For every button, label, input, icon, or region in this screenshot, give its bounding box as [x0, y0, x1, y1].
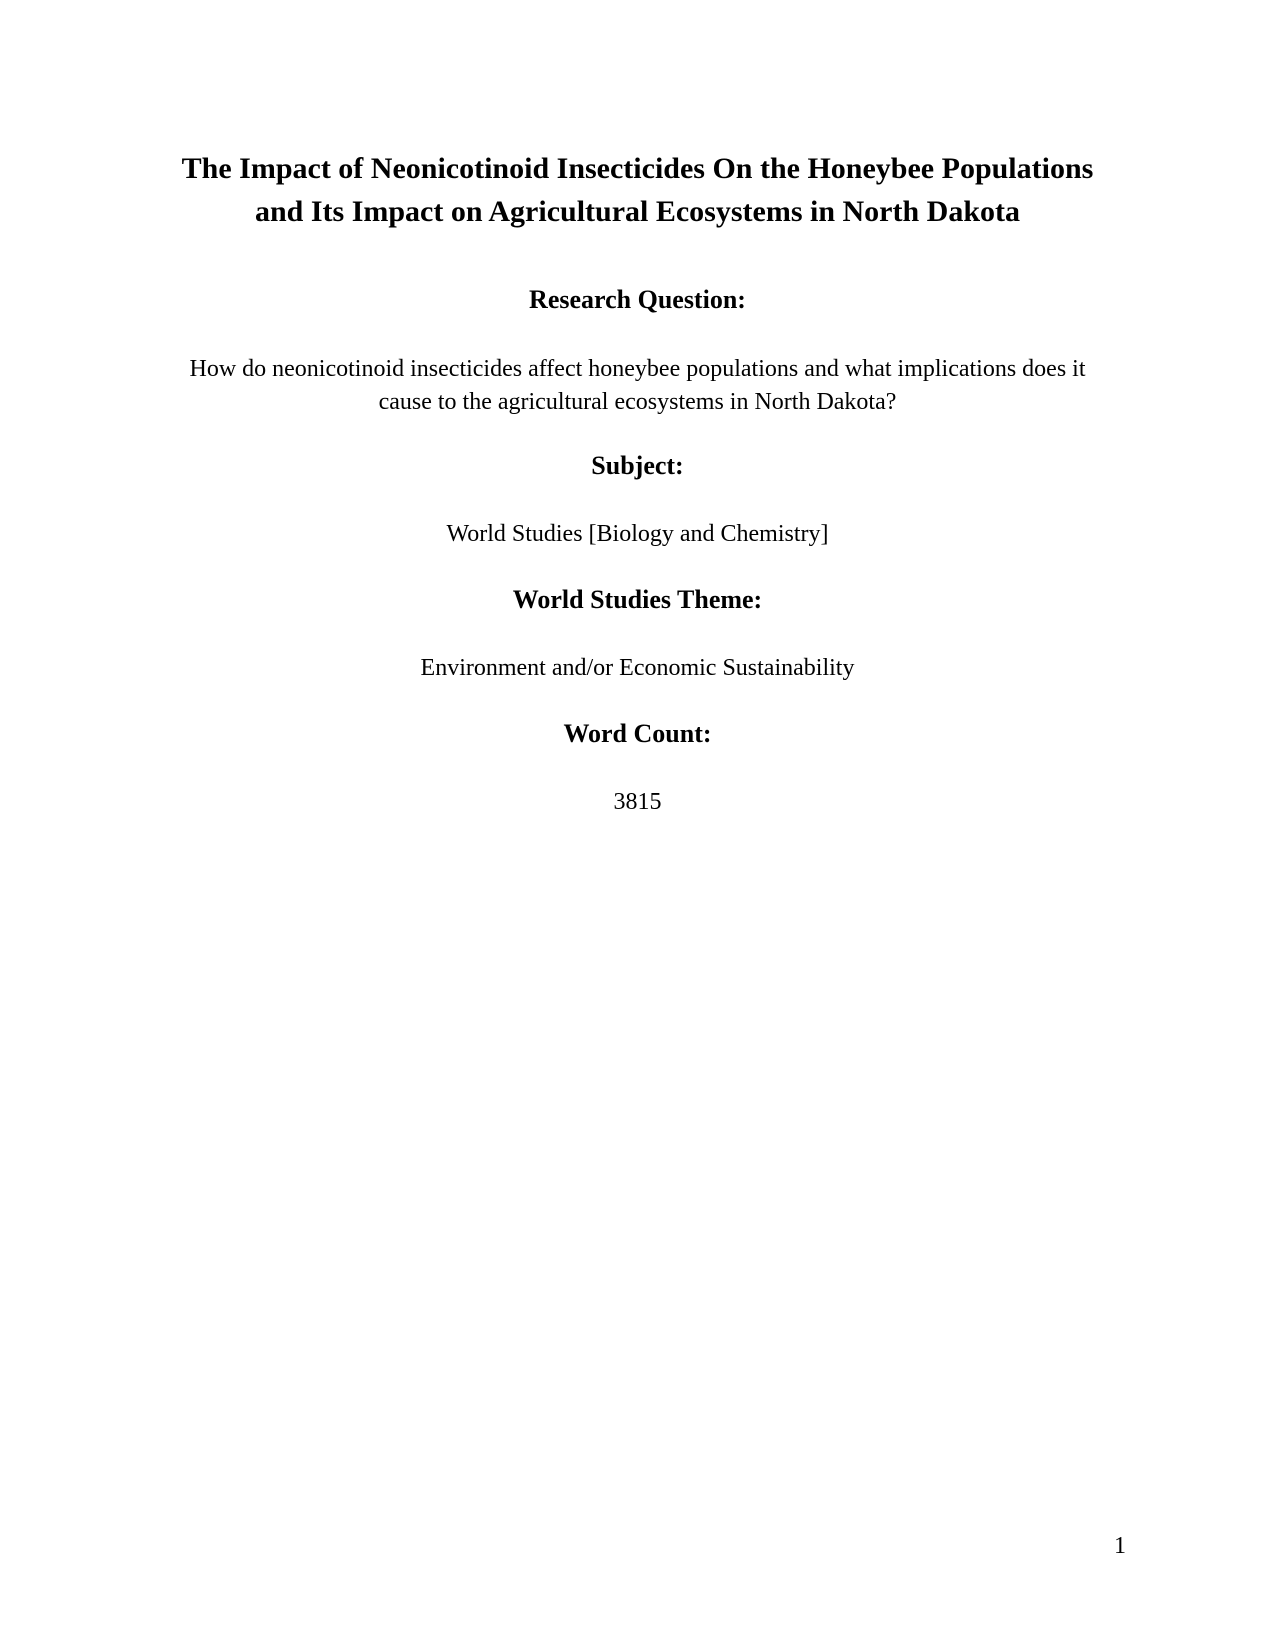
word-count-heading: Word Count: [563, 719, 712, 748]
title-line-1: The Impact of Neonicotinoid Insecticides On the Honeybee Populations [181, 152, 1094, 185]
title-line-2: and Its Impact on Agricultural Ecosystems in North Dakota [254, 195, 1021, 228]
research-question-text [130, 353, 1145, 419]
research-question-heading: Research Question: [529, 285, 746, 314]
subject-heading: Subject: [591, 451, 684, 480]
page-title [130, 147, 1145, 233]
subject-text: World Studies [Biology and Chemistry] [446, 521, 829, 547]
research-question-line-1: How do neonicotinoid insecticides affect honeybee populations and what implications does it [189, 356, 1086, 382]
theme-heading: World Studies Theme: [512, 585, 763, 614]
theme-text: Environment and/or Economic Sustainability [420, 655, 855, 681]
word-count-value: 3815 [613, 789, 662, 815]
page-number: 1 [1114, 1533, 1126, 1559]
research-question-line-2: cause to the agricultural ecosystems in North Dakota? [378, 389, 897, 415]
